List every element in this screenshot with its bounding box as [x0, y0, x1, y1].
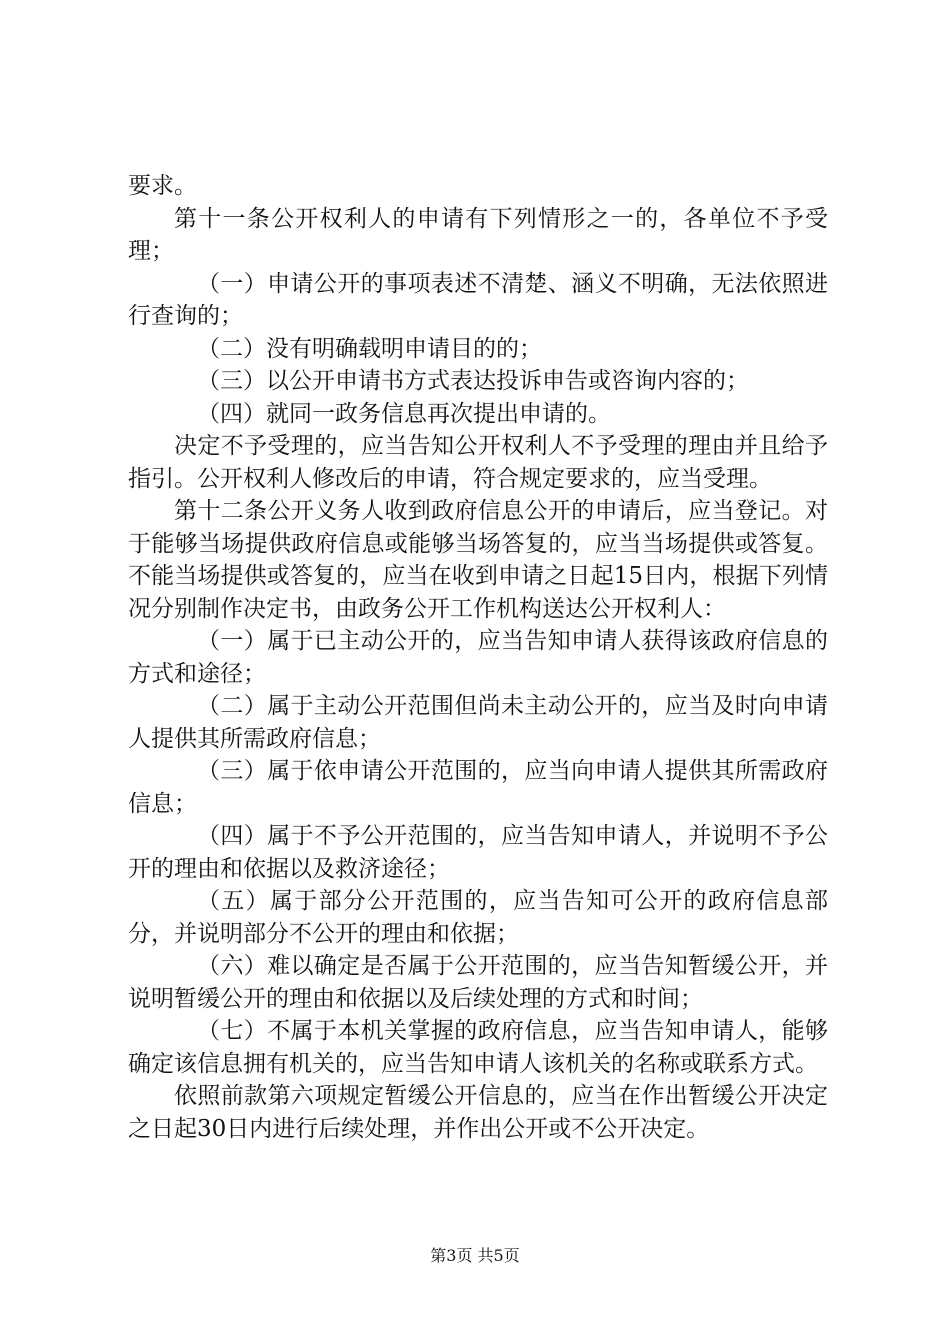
- paragraph-item-1: （一）申请公开的事项表述不清楚、涵义不明确，无法依照进行查询的；: [128, 270, 828, 329]
- paragraph-continuation: 要求。: [128, 173, 197, 199]
- paragraph-case-1: （一）属于已主动公开的，应当告知申请人获得该政府信息的方式和途径；: [128, 628, 828, 687]
- paragraph-deferral: 依照前款第六项规定暂缓公开信息的，应当在作出暂缓公开决定之日起30日内进行后续处理，并作出公开或不公开决定。: [128, 1083, 828, 1142]
- paragraph-item-4: （四）就同一政务信息再次提出申请的。: [197, 400, 611, 427]
- paragraph-case-5: （五）属于部分公开范围的，应当告知可公开的政府信息部分，并说明部分不公开的理由和依据；: [128, 888, 828, 947]
- paragraph-rejection-notice: 决定不予受理的，应当告知公开权利人不予受理的理由并且给予指引。公开权利人修改后的申请，符合规定要求的，应当受理。: [128, 433, 828, 492]
- paragraph-case-7: （七）不属于本机关掌握的政府信息，应当告知申请人，能够确定该信息拥有机关的，应当告知申请人该机关的名称或联系方式。: [128, 1018, 828, 1077]
- paragraph-article-12: 第十二条公开义务人收到政府信息公开的申请后，应当登记。对于能够当场提供政府信息或能够当场答复的，应当当场提供或答复。不能当场提供或答复的，应当在收到申请之日起15日内，根据下列情况分别制作决定书，由政务公开工作机构送达公开权利人：: [128, 498, 828, 622]
- paragraph-case-4: （四）属于不予公开范围的，应当告知申请人，并说明不予公开的理由和依据以及救济途径；: [128, 823, 828, 882]
- paragraph-case-6: （六）难以确定是否属于公开范围的，应当告知暂缓公开，并说明暂缓公开的理由和依据以及后续处理的方式和时间；: [128, 953, 828, 1012]
- paragraph-case-2: （二）属于主动公开范围但尚未主动公开的，应当及时向申请人提供其所需政府信息；: [128, 693, 828, 752]
- paragraph-article-11: 第十一条公开权利人的申请有下列情形之一的，各单位不予受理；: [128, 205, 828, 264]
- paragraph-item-3: （三）以公开申请书方式表达投诉申告或咨询内容的；: [197, 368, 749, 394]
- page-number-footer: 第3页 共5页: [430, 1246, 520, 1265]
- paragraph-case-3: （三）属于依申请公开范围的，应当向申请人提供其所需政府信息；: [128, 758, 828, 817]
- document-body: [128, 170, 828, 1145]
- paragraph-item-2: （二）没有明确载明申请目的的；: [197, 335, 542, 362]
